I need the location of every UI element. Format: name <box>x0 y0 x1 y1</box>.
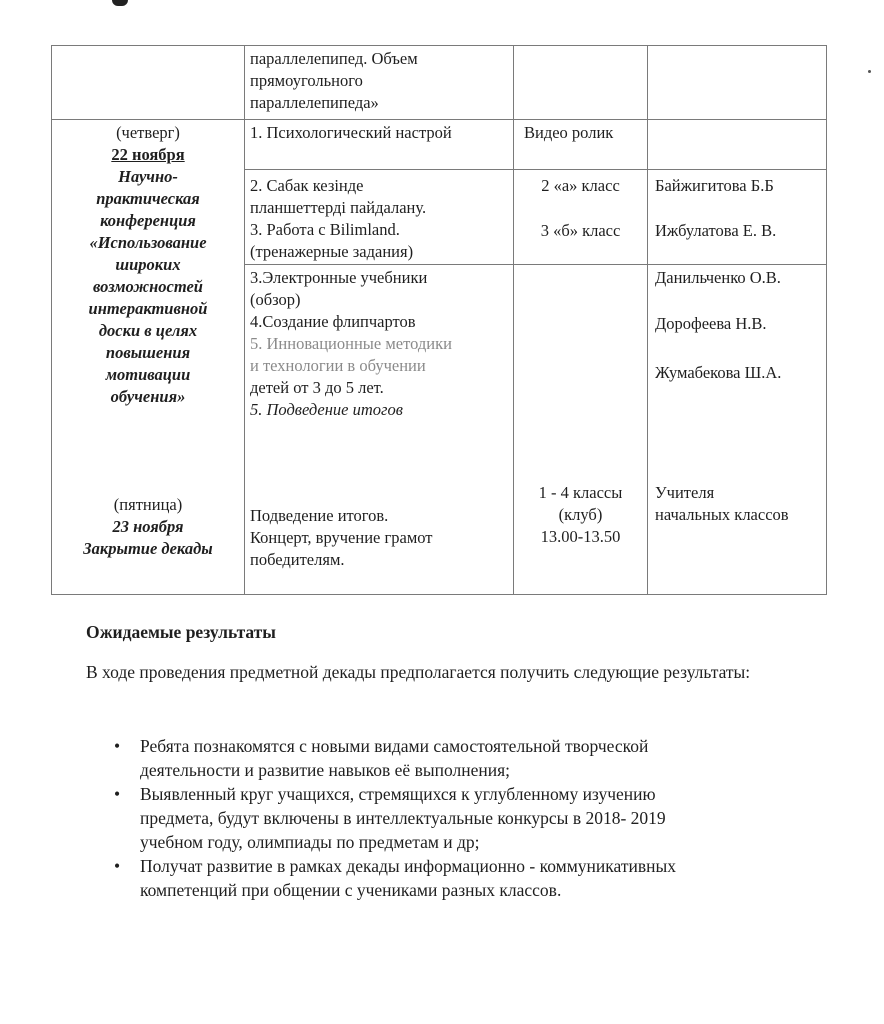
r3-responsible-3: Жумабекова Ш.А. <box>655 363 782 382</box>
friday-cell <box>54 494 242 560</box>
conference-title: Научно- практическая конференция «Использование широких возможностей интерактивной доски в целях повышения мотивации обучения» <box>88 167 208 406</box>
col-divider-1 <box>244 45 245 595</box>
r3-responsible-1: Данильченко О.В. <box>655 268 781 287</box>
friday-classes: 1 - 4 классы (клуб) 13.00-13.50 <box>538 483 623 546</box>
list-item: • Получат развитие в рамках декады информационно - коммуникативных компетенций при общении с учениками разных классов. <box>114 856 676 900</box>
bullet-icon: • <box>114 736 121 756</box>
table-border-right <box>826 45 827 595</box>
bullet-icon: • <box>114 856 121 876</box>
thursday-date: 22 ноября <box>111 145 185 164</box>
table-border-bottom <box>51 594 827 595</box>
col-divider-3 <box>647 45 648 595</box>
results-list <box>112 734 802 902</box>
list-item: • Ребята познакомятся с новыми видами самостоятельной творческой деятельности и развитие навыков её выполнения; <box>114 736 649 780</box>
r2-class-a: 2 «а» класс <box>541 176 620 195</box>
results-intro: В ходе проведения предметной декады предполагается получить следующие результаты: <box>86 662 751 682</box>
row-divider-1 <box>51 119 827 120</box>
table-border-top <box>51 45 827 46</box>
friday-responsible: Учителя начальных классов <box>655 483 789 524</box>
r3-topic: 3.Электронные учебники (обзор) 4.Создание флипчартов 5. Инновационные методики и технологии в обучении детей от 3 до 5 лет. 5. Подведение итогов <box>250 268 452 419</box>
friday-date: 23 ноября <box>112 517 184 536</box>
results-heading: Ожидаемые результаты <box>86 622 276 642</box>
r2-responsible-b: Ижбулатова Е. В. <box>655 221 777 240</box>
r2-class-b: 3 «б» класс <box>540 221 621 240</box>
thursday-cell <box>54 122 242 408</box>
bullet-icon: • <box>114 784 121 804</box>
friday-event: Закрытие декады <box>83 539 213 558</box>
list-item: • Выявленный круг учащихся, стремящихся к углубленному изучению предмета, будут включены в интеллектуальные конкурсы в 2018- 2019 учебном году, олимпиады по предметам и др; <box>114 784 666 852</box>
r3-responsible-2: Дорофеева Н.В. <box>655 314 767 333</box>
row-divider-3 <box>244 264 827 265</box>
r1-topic: 1. Психологический настрой <box>250 123 452 142</box>
row-divider-2 <box>244 169 827 170</box>
table-border-left <box>51 45 52 595</box>
r2-topic: 2. Сабак кезінде планшеттерді пайдалану. 3. Работа с Bilimland. (тренажерные задания) <box>250 176 427 261</box>
r2-responsible-a: Байжигитова Б.Б <box>655 176 774 195</box>
thursday-weekday: (четверг) <box>116 123 180 142</box>
row0-topic: параллелепипед. Объем прямоугольного параллелепипеда» <box>250 49 418 112</box>
friday-weekday: (пятница) <box>113 495 183 514</box>
friday-topic: Подведение итогов. Концерт, вручение грамот победителям. <box>250 506 433 569</box>
r1-form: Видео ролик <box>524 123 614 142</box>
